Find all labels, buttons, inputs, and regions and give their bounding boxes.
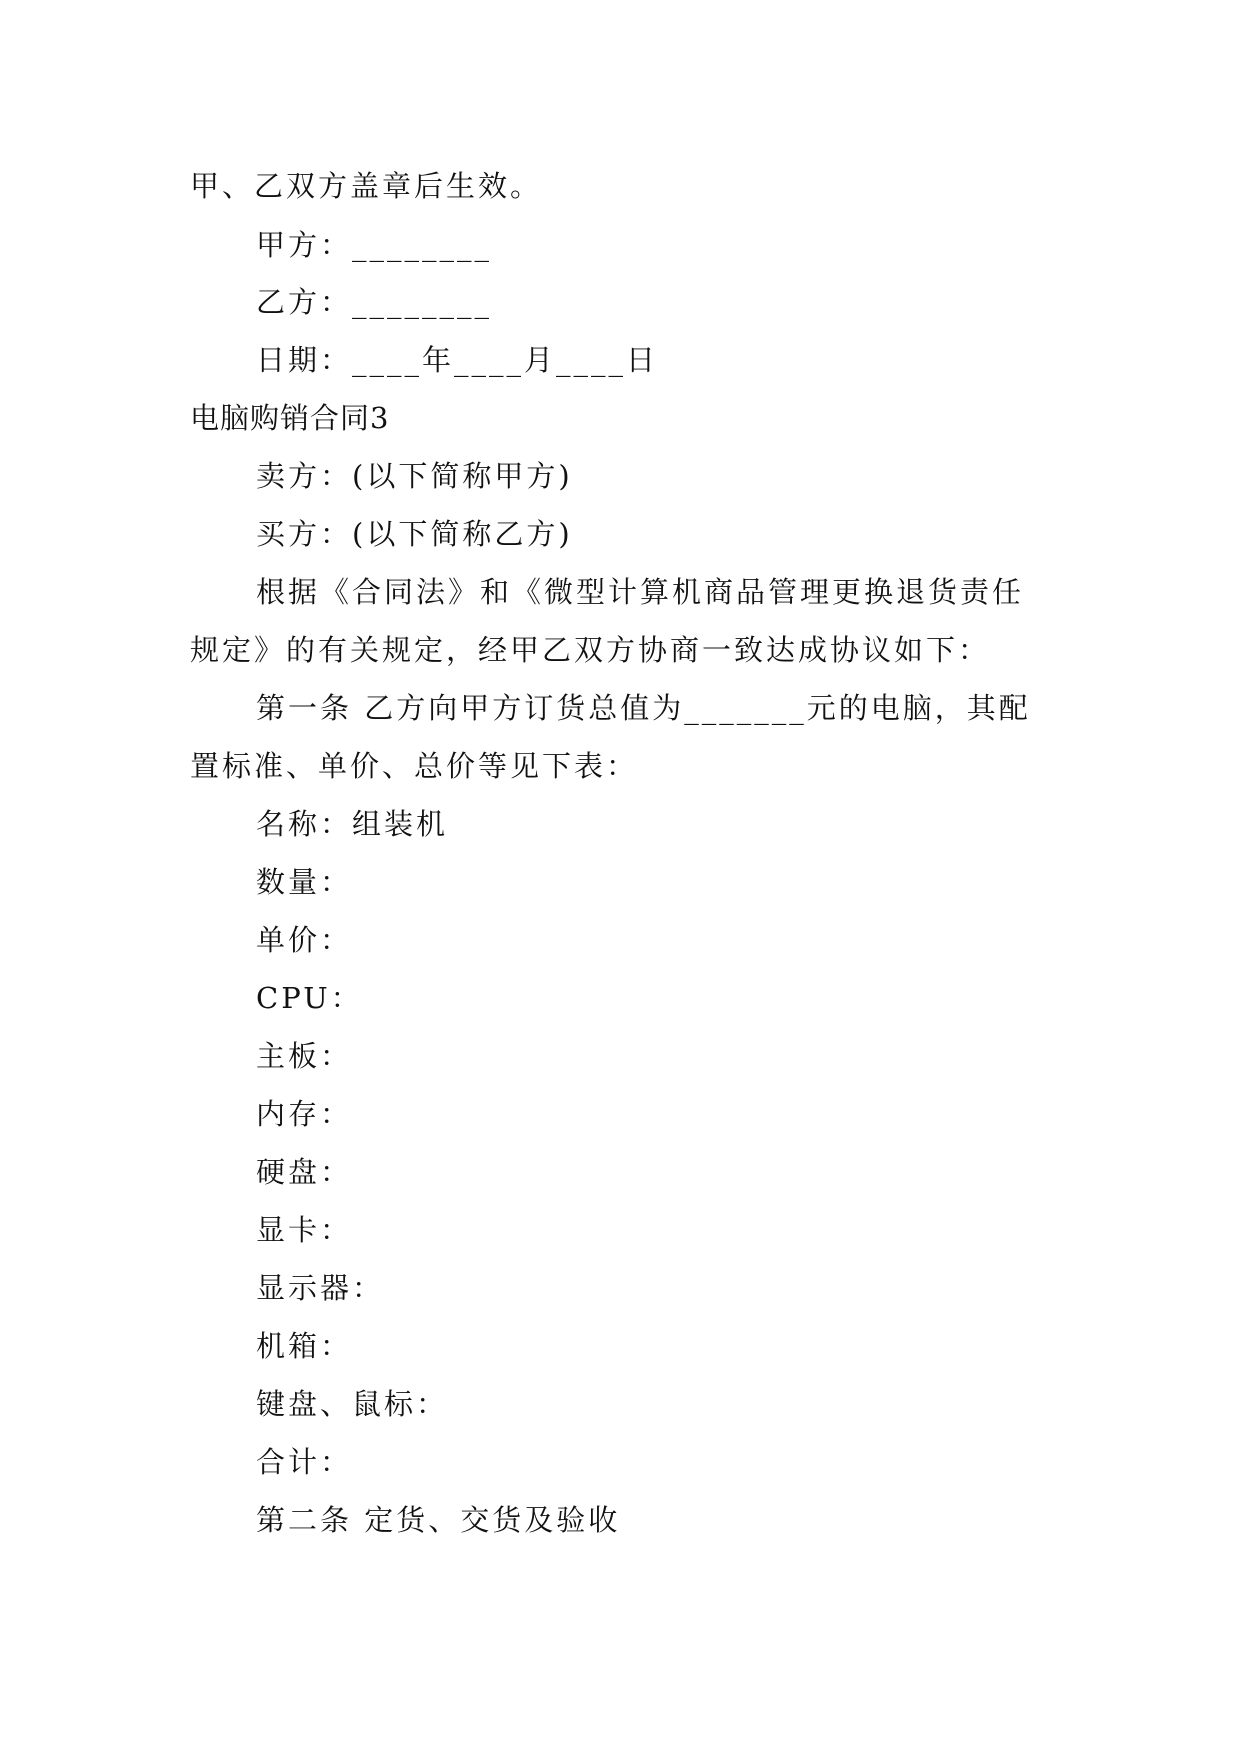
- spec-keyboard-mouse: 键盘、鼠标：: [256, 1387, 449, 1421]
- spec-graphics-card: 显卡：: [256, 1213, 353, 1247]
- buyer-line: 买方：(以下简称乙方): [256, 517, 573, 551]
- party-b-signature-line: 乙方：________: [256, 285, 493, 319]
- spec-unit-price: 单价：: [256, 923, 353, 957]
- spec-total: 合计：: [256, 1445, 353, 1479]
- article-two-heading: 第二条 定货、交货及验收: [256, 1503, 621, 1537]
- contract-title: 电脑购销合同3: [190, 401, 390, 435]
- spec-motherboard: 主板：: [256, 1039, 353, 1073]
- article-one-line-1: 第一条 乙方向甲方订货总值为_______元的电脑，其配: [256, 691, 1031, 725]
- spec-memory: 内存：: [256, 1097, 353, 1131]
- date-line: 日期：____年____月____日: [256, 343, 659, 377]
- preamble-line-2: 规定》的有关规定，经甲乙双方协商一致达成协议如下：: [190, 633, 991, 667]
- spec-hard-disk: 硬盘：: [256, 1155, 353, 1189]
- article-one-line-2: 置标准、单价、总价等见下表：: [190, 749, 639, 783]
- spec-case: 机箱：: [256, 1329, 353, 1363]
- seller-line: 卖方：(以下简称甲方): [256, 459, 573, 493]
- spec-quantity: 数量：: [256, 865, 353, 899]
- party-a-signature-line: 甲方：________: [256, 228, 493, 262]
- effect-clause-line: 甲、乙双方盖章后生效。: [190, 169, 543, 203]
- spec-cpu: CPU：: [256, 981, 363, 1015]
- spec-monitor: 显示器：: [256, 1271, 385, 1305]
- preamble-line-1: 根据《合同法》和《微型计算机商品管理更换退货责任: [256, 575, 1025, 609]
- spec-name: 名称：组装机: [256, 807, 449, 841]
